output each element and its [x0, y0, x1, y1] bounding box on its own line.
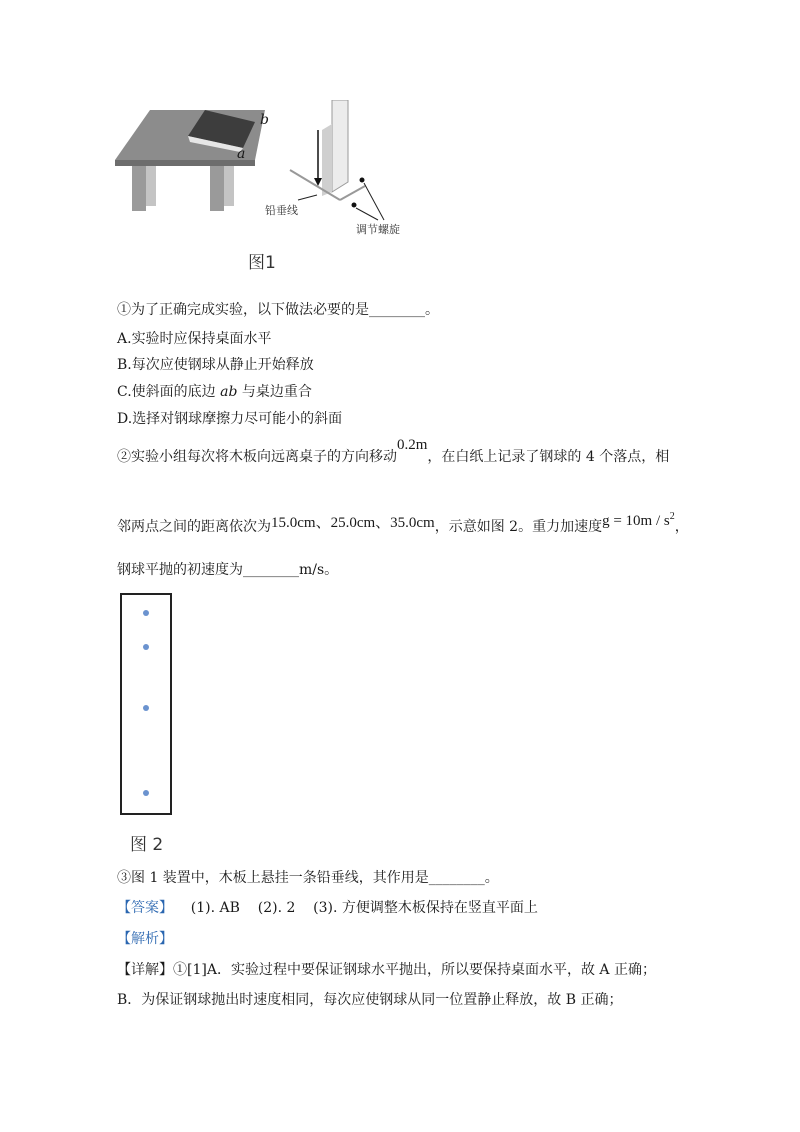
option-text-post: 与桌边重合	[237, 384, 312, 400]
option-text: 每次应使钢球从静止开始释放	[131, 357, 314, 373]
gravity-value	[602, 513, 675, 529]
figure-2-caption: 图 2	[130, 835, 164, 855]
label-a: a	[237, 146, 246, 162]
figure-1-caption: 图1	[248, 253, 276, 273]
question-2-line-2	[117, 513, 689, 537]
q2-text: ②实验小组每次将木板向远离桌子的方向移动	[117, 449, 397, 465]
q2-text: ，在白纸上记录了钢球的 4 个落点，相	[427, 449, 670, 465]
answer-tag: 【答案】	[117, 900, 173, 916]
detail-line-2: B．为保证钢球抛出时速度相同，每次应使钢球从同一位置静止释放，故 B 正确；	[117, 992, 623, 1008]
adjust-knob-1	[360, 178, 365, 183]
q2-text: 邻两点之间的距离依次为	[117, 519, 271, 535]
landing-point-2	[143, 644, 149, 650]
option-letter: D.	[117, 411, 133, 427]
landing-point-4	[143, 790, 149, 796]
board-side	[322, 124, 332, 196]
detail-line-1	[117, 960, 656, 980]
option-text: 实验时应保持桌面水平	[131, 331, 272, 347]
table-leg-right	[210, 166, 224, 211]
option-b	[117, 355, 314, 375]
answer-text: (1). AB (2). 2 (3). 方便调整木板保持在竖直平面上	[173, 900, 538, 916]
option-text-italic: ab	[220, 384, 238, 400]
q2-text: ，	[674, 519, 689, 535]
distances: 15.0cm、25.0cm、35.0cm	[271, 515, 435, 531]
option-text: 选择对钢球摩擦力尽可能小的斜面	[132, 411, 343, 427]
question-3-stem: ③图 1 装置中，木板上悬挂一条铅垂线，其作用是________。	[117, 870, 499, 886]
move-distance: 0.2m	[397, 437, 428, 453]
figure-1	[110, 100, 440, 280]
adjust-knob-label: 调节螺旋	[356, 223, 400, 236]
option-letter: A.	[117, 331, 132, 347]
answer-line	[117, 898, 538, 918]
detail-text: ①[1]A．实验过程中要保证钢球水平抛出，所以要保持桌面水平，故 A 正确；	[173, 962, 656, 978]
option-d	[117, 409, 342, 429]
option-c	[117, 382, 312, 402]
table-edge	[115, 160, 255, 166]
question-2-line-1	[117, 437, 670, 467]
table-leg-left	[132, 166, 146, 211]
g-exponent: 2	[669, 511, 675, 522]
adjust-knob-2	[352, 203, 357, 208]
figure-2-board	[120, 593, 172, 815]
board	[332, 100, 348, 192]
g-value-text: g = 10m / s	[602, 513, 670, 529]
option-text-pre: 使斜面的底边	[131, 384, 221, 400]
question-1-stem: ①为了正确完成实验，以下做法必要的是________。	[117, 302, 439, 318]
q2-text: ，示意如图 2。重力加速度	[434, 519, 603, 535]
option-letter: B.	[117, 357, 132, 373]
landing-point-1	[143, 610, 149, 616]
table-leg-left-side	[146, 166, 156, 206]
option-letter: C.	[117, 384, 132, 400]
detail-tag: 【详解】	[117, 962, 173, 978]
question-2-line-3: 钢球平抛的初速度为________m/s。	[117, 562, 339, 578]
analysis-tag: 【解析】	[117, 931, 173, 947]
landing-point-3	[143, 705, 149, 711]
label-b: b	[260, 112, 269, 128]
option-a	[117, 329, 272, 349]
table-leg-right-side	[224, 166, 234, 206]
plumb-line-label: 铅垂线	[265, 204, 298, 217]
